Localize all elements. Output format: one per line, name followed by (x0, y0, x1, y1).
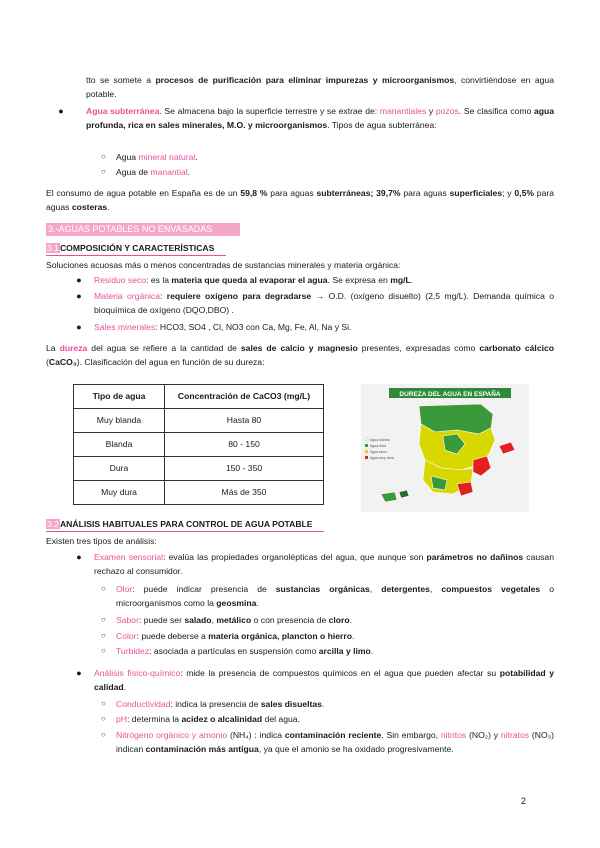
nitrogeno-item: Nitrógeno orgánico y amonio (NH₄) : indica contaminación reciente. Sin embargo, nitritos (NO₂) y nitratos (NO₃) indican contaminación más antigua, ya que el amonio se ha oxidado progresivamente. (116, 730, 554, 755)
table-cell: 80 - 150 (165, 433, 324, 457)
composicion-intro: Soluciones acuosas más o menos concentradas de sustancias minerales y materia orgánica: (46, 260, 401, 270)
legend-label: Agua semi (370, 450, 387, 454)
color-item: Color: puede deberse a materia orgánica, plancton o hierro. (116, 631, 355, 641)
table-header-cell: Concentración de CaCO3 (mg/L) (165, 385, 324, 409)
table-cell: 150 - 350 (165, 457, 324, 481)
sales-minerales-item: Sales minerales: HCO3, SO4 , Cl, NO3 con Ca, Mg, Fe, Al, Na y Si. (94, 322, 352, 332)
dureza-table (73, 384, 324, 505)
circle-bullet-icon: ○ (101, 631, 106, 640)
table-cell: Blanda (74, 433, 165, 457)
dureza-paragraph: La dureza del agua se refiere a la cantidad de sales de calcio y magnesio presentes, expresadas como carbonato cálcico (CaCO₃). Clasificación del agua en función de su dureza: (46, 343, 555, 368)
legend-swatch (365, 438, 368, 441)
examen-sensorial-item: Examen sensorial: evalúa las propiedades organolépticas del agua, que aunque son parámetros no dañinos causan rechazo al consumidor. (94, 552, 554, 577)
spain-map-figure (361, 384, 529, 512)
bullet-icon: ● (76, 322, 82, 332)
materia-organica-item: Materia orgánica: requiere oxígeno para degradarse → O.D. (oxígeno disuelto) (2,5 mg/L). Demanda química o bioquímica de oxígeno (DQO,DBO) . (94, 291, 554, 316)
table-header-cell: Tipo de agua (74, 385, 165, 409)
circle-bullet-icon: ○ (101, 714, 106, 723)
intro-continuation: tto se somete a procesos de purificación para eliminar impurezas y microorganismos, convirtiéndose en agua potable. (86, 75, 554, 100)
legend-swatch (365, 450, 368, 453)
table-header-row (74, 385, 324, 409)
conductividad-item: Conductividad: indica la presencia de sales disueltas. (116, 699, 325, 709)
legend-label: Agua dura (370, 444, 387, 448)
bullet-icon: ● (76, 291, 82, 301)
legend-swatch (365, 456, 368, 459)
olor-item: Olor: puede indicar presencia de sustancias orgánicas, detergentes, compuestos vegetales o microorganismos como la geosmina. (116, 584, 555, 609)
circle-bullet-icon: ○ (101, 646, 106, 655)
consumo-paragraph: El consumo de agua potable en España es de un 59,8 % para aguas subterráneas; 39,7% para aguas superficiales; y 0,5% para aguas costeras. (46, 188, 555, 213)
page-number: 2 (521, 796, 527, 806)
table-row (74, 409, 324, 433)
table-cell: Hasta 80 (165, 409, 324, 433)
circle-bullet-icon: ○ (101, 152, 106, 161)
dureza-map (361, 384, 529, 512)
analisis-intro: Existen tres tipos de análisis: (46, 536, 157, 546)
bullet-icon: ● (76, 552, 82, 562)
subsection-heading-3-1: 3.1COMPOSICIÓN Y CARACTERÍSTICAS (47, 243, 215, 253)
bullet-icon: ● (58, 106, 64, 116)
map-title: DUREZA DEL AGUA EN ESPAÑA (399, 391, 501, 398)
agua-subterranea-item: Agua subterránea. Se almacena bajo la superficie terrestre y se extrae de: manantiales y pozos. Se clasifica como agua profunda, rica en sales minerales, M.O. y microorganismos. Tipos de agua subterránea: (86, 106, 555, 131)
circle-bullet-icon: ○ (101, 699, 106, 708)
table-cell: Muy dura (74, 481, 165, 505)
circle-bullet-icon: ○ (101, 167, 106, 176)
sub-item-mineral: Agua mineral natural. (116, 152, 198, 162)
circle-bullet-icon: ○ (101, 615, 106, 624)
turbidez-item: Turbidez: asociada a partículas en suspensión como arcilla y limo. (116, 646, 374, 656)
table-cell: Más de 350 (165, 481, 324, 505)
fisico-quimico-item: Análisis físico-químico: mide la presencia de compuestos químicos en el agua que pueden afectar su potabilidad y calidad. (94, 668, 555, 693)
table-cell: Muy blanda (74, 409, 165, 433)
section-heading: 3.-AGUAS POTABLES NO ENVASADAS (46, 223, 240, 236)
legend-label: Agua muy dura (370, 456, 394, 460)
sabor-item: Sabor: puede ser salado, metálico o con presencia de cloro. (116, 615, 353, 625)
legend-label: Agua blanda (370, 438, 390, 442)
residuo-seco-item: Residuo seco: es la materia que queda al evaporar el agua. Se expresa en mg/L. (94, 275, 414, 285)
table-row (74, 433, 324, 457)
circle-bullet-icon: ○ (101, 584, 106, 593)
sub-item-manantial: Agua de manantial. (116, 167, 191, 177)
table-cell: Dura (74, 457, 165, 481)
subsection-underline (46, 255, 226, 256)
table-row (74, 457, 324, 481)
bullet-icon: ● (76, 668, 82, 678)
legend-swatch (365, 444, 368, 447)
bullet-icon: ● (76, 275, 82, 285)
subsection-heading-3-2: 3.2ANÁLISIS HABITUALES PARA CONTROL DE AGUA POTABLE (47, 519, 313, 529)
ph-item: pH: determina la acidez o alcalinidad del agua. (116, 714, 300, 724)
subsection-underline (46, 531, 324, 532)
circle-bullet-icon: ○ (101, 730, 106, 739)
table-row (74, 481, 324, 505)
